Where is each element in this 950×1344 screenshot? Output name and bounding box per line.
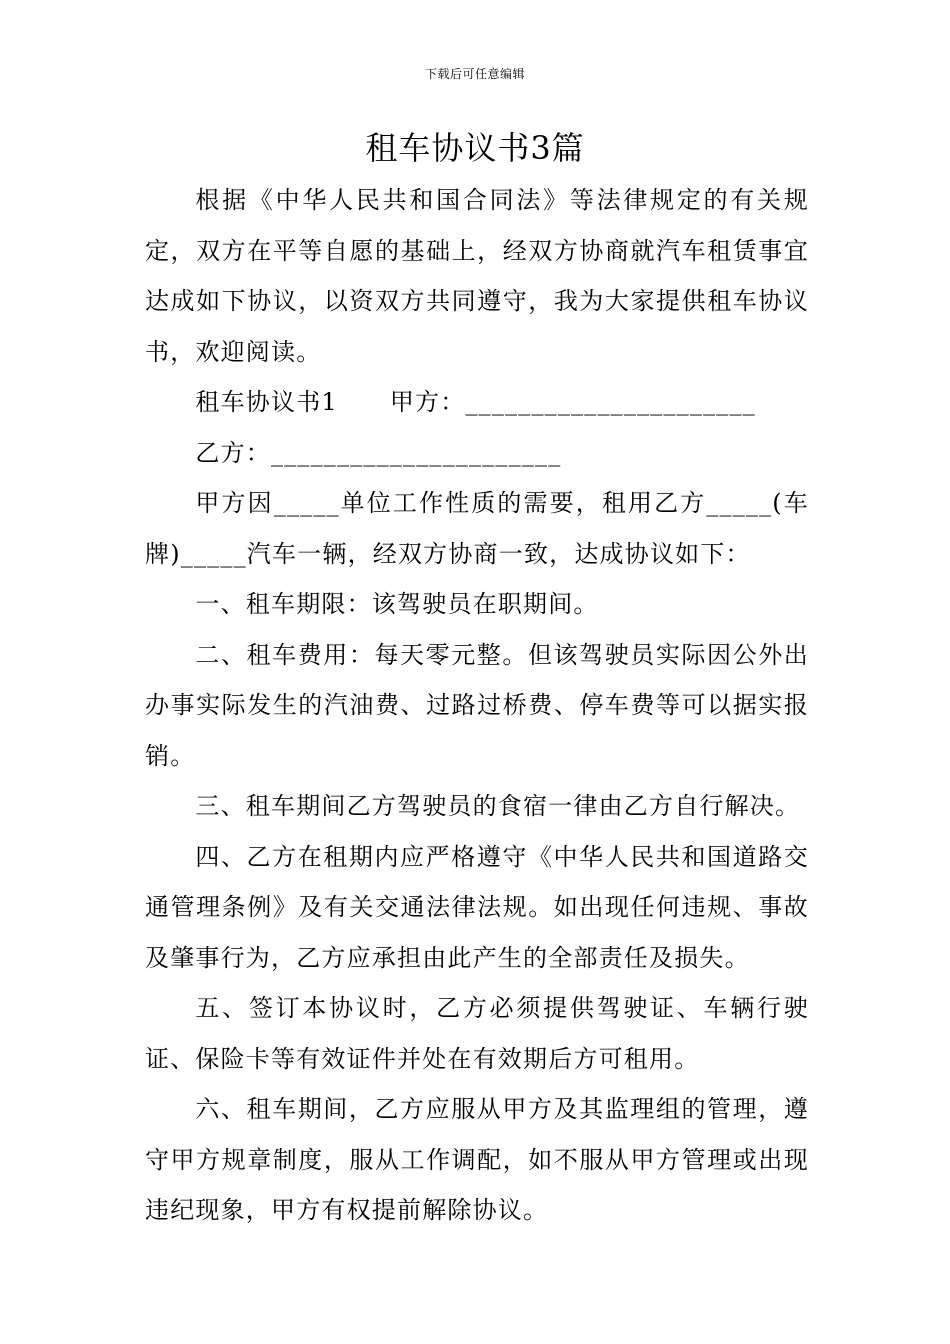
- party-b-blank: ______________________: [271, 438, 562, 467]
- clause-4: 四、乙方在租期内应严格遵守《中华人民共和国道路交通管理条例》及有关交通法律法规。如出现任何违规、事故及肇事行为，乙方应承担由此产生的全部责任及损失。: [145, 842, 809, 972]
- clause-3: 三、租车期间乙方驾驶员的食宿一律由乙方自行解决。: [195, 792, 801, 820]
- document-body: [145, 175, 809, 1236]
- clause-6: 六、租车期间，乙方应服从甲方及其监理组的管理，遵守甲方规章制度，服从工作调配，如不服从甲方管理或出现违纪现象，甲方有权提前解除协议。: [145, 1095, 809, 1224]
- clause-5: 五、签订本协议时，乙方必须提供驾驶证、车辆行驶证、保险卡等有效证件并处在有效期后方可租用。: [145, 994, 809, 1073]
- party-b-label: 乙方：: [195, 438, 271, 467]
- clause-2: 二、租车费用：每天零元整。但该驾驶员实际因公外出办事实际发生的汽油费、过路过桥费、停车费等可以据实报销。: [145, 640, 809, 770]
- header-note: 下载后可任意编辑: [424, 67, 525, 81]
- party-b-row: [145, 428, 809, 479]
- party-a-blank: ______________________: [465, 388, 756, 416]
- section-label: 租车协议书1: [195, 388, 338, 416]
- intro-paragraph: 根据《中华人民共和国合同法》等法律规定的有关规定，双方在平等自愿的基础上，经双方协商就汽车租赁事宜达成如下协议，以资双方共同遵守，我为大家提供租车协议书，欢迎阅读。: [145, 186, 809, 366]
- agreement-paragraph: 甲方因_____单位工作性质的需要，租用乙方_____(车牌)_____汽车一辆，经双方协商一致，达成协议如下：: [145, 489, 809, 568]
- clause-1: 一、租车期限：该驾驶员在职期间。: [195, 590, 599, 618]
- party-a-row: [145, 377, 809, 428]
- party-a-label: 甲方：: [389, 388, 466, 416]
- document-title: 租车协议书3篇: [365, 129, 585, 167]
